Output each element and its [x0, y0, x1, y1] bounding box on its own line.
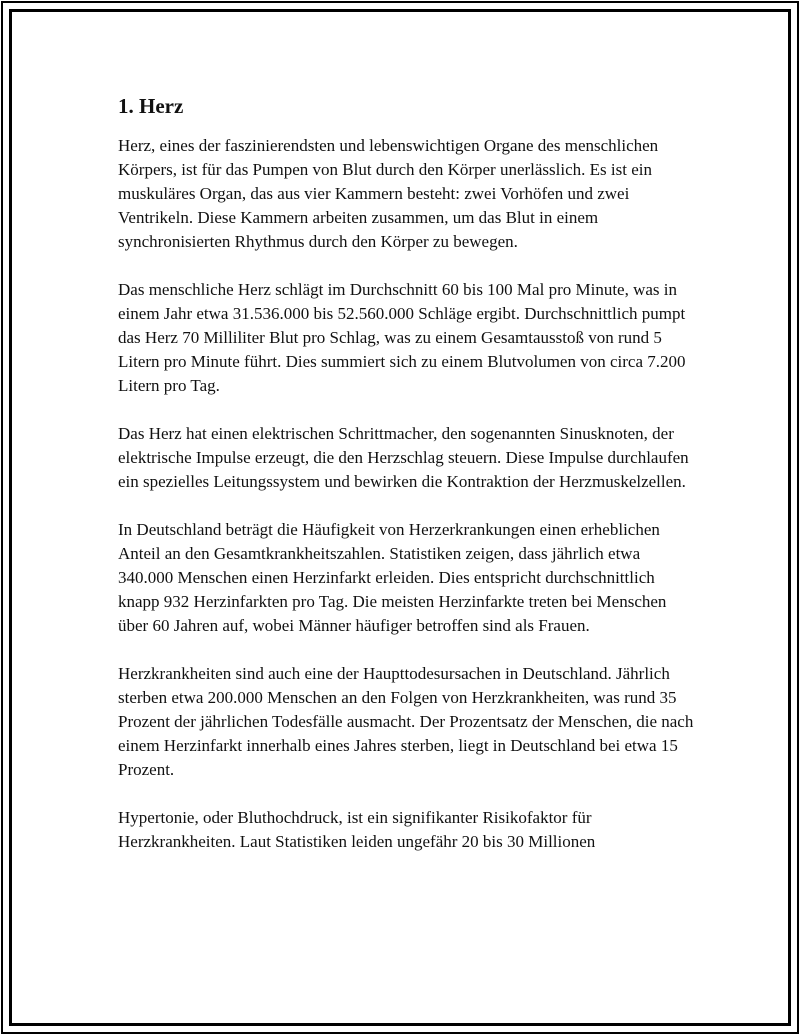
paragraph-heart-attacks: In Deutschland beträgt die Häufigkeit von Herzerkrankungen einen erheblichen Anteil an den Gesamtkrankheitszahlen. Statistiken zeigen, dass jährlich etwa 340.000 Menschen einen Herzinfarkt erleiden. Dies entspricht durchschnittlich knapp 932 Herzinfarkten pro Tag. Die meisten Herzinfarkte treten bei Menschen über 60 Jahren auf, wobei Männer häufiger betroffen sind als Frauen.: [118, 520, 667, 635]
paragraph-pacemaker: Das Herz hat einen elektrischen Schrittmacher, den sogenannten Sinusknoten, der elektrische Impulse erzeugt, die den Herzschlag steuern. Diese Impulse durchlaufen ein spezielles Leitungssystem und bewirken die Kontraktion der Herzmuskelzellen.: [118, 424, 689, 491]
section-heading: 1. Herz: [118, 94, 184, 118]
paragraph-hypertension: Hypertonie, oder Bluthochdruck, ist ein signifikanter Risikofaktor für Herzkrankheiten. Laut Statistiken leiden ungefähr 20 bis 30 Millionen: [118, 808, 596, 851]
document-body: [118, 93, 698, 878]
paragraph-intro: Herz, eines der faszinierendsten und lebenswichtigen Organe des menschlichen Körpers, ist für das Pumpen von Blut durch den Körper unerlässlich. Es ist ein muskuläres Organ, das aus vier Kammern besteht: zwei Vorhöfen und zwei Ventrikeln. Diese Kammern arbeiten zusammen, um das Blut in einem synchronisierten Rhythmus durch den Körper zu bewegen.: [118, 136, 659, 251]
paragraph-mortality: Herzkrankheiten sind auch eine der Haupttodesursachen in Deutschland. Jährlich sterben etwa 200.000 Menschen an den Folgen von Herzkrankheiten, was rund 35 Prozent der jährlichen Todesfälle ausmacht. Der Prozentsatz der Menschen, die nach einem Herzinfarkt innerhalb eines Jahres sterben, liegt in Deutschland bei etwa 15 Prozent.: [118, 664, 694, 779]
paragraph-heart-rate: Das menschliche Herz schlägt im Durchschnitt 60 bis 100 Mal pro Minute, was in einem Jahr etwa 31.536.000 bis 52.560.000 Schläge ergibt. Durchschnittlich pumpt das Herz 70 Milliliter Blut pro Schlag, was zu einem Gesamtausstoß von rund 5 Litern pro Minute führt. Dies summiert sich zu einem Blutvolumen von circa 7.200 Litern pro Tag.: [118, 280, 686, 395]
